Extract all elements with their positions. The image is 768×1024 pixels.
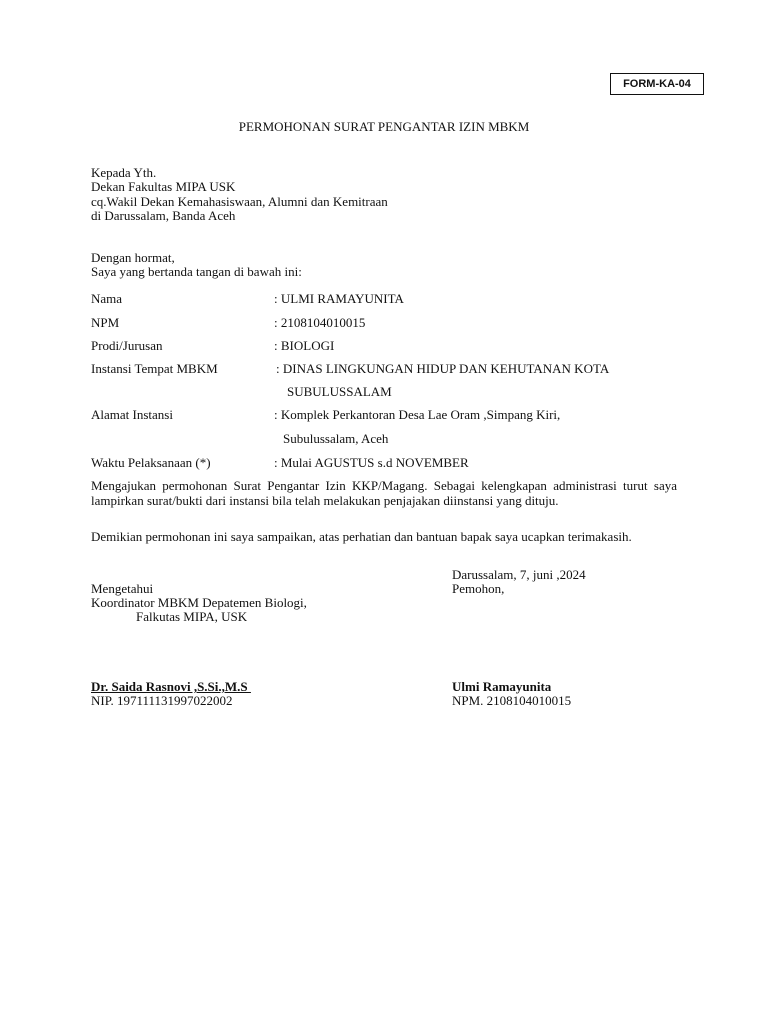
- document-title: PERMOHONAN SURAT PENGANTAR IZIN MBKM: [238, 119, 530, 134]
- waktu-value: : Mulai AGUSTUS s.d NOVEMBER: [274, 455, 469, 470]
- waktu-label: Waktu Pelaksanaan (*): [91, 455, 211, 470]
- body-paragraph-2: Demikian permohonan ini saya sampaikan, atas perhatian dan bantuan bapak saya ucapkan terimakasih.: [91, 529, 632, 544]
- alamat-label: Alamat Instansi: [91, 407, 173, 422]
- alamat-value-line-2: Subulussalam, Aceh: [283, 431, 389, 446]
- applicant-role: Pemohon,: [452, 581, 505, 596]
- recipient-line-1: Kepada Yth.: [91, 165, 157, 180]
- npm-value: : 2108104010015: [274, 315, 366, 330]
- coordinator-nip: NIP. 197111131997022002: [91, 693, 233, 708]
- recipient-line-2: Dekan Fakultas MIPA USK: [91, 179, 236, 194]
- applicant-npm: NPM. 2108104010015: [452, 693, 572, 708]
- body-paragraph-1: Mengajukan permohonan Surat Pengantar Izin KKP/Magang. Sebagai kelengkapan administrasi turut saya lampirkan surat/bukti dari instansi bila telah melakukan penjajakan diinstansi yang dituju.: [91, 478, 677, 508]
- greeting-line-1: Dengan hormat,: [91, 250, 175, 265]
- form-code: FORM-KA-04: [623, 78, 691, 90]
- instansi-value-line-1: : DINAS LINGKUNGAN HIDUP DAN KEHUTANAN KOTA: [276, 361, 610, 376]
- nama-value: : ULMI RAMAYUNITA: [274, 291, 404, 306]
- acknowledge-line-1: Mengetahui: [91, 581, 154, 596]
- npm-label: NPM: [91, 315, 120, 330]
- form-code-box: [610, 73, 704, 95]
- place-date: Darussalam, 7, juni ,2024: [452, 567, 586, 582]
- greeting-line-2: Saya yang bertanda tangan di bawah ini:: [91, 264, 302, 279]
- instansi-label: Instansi Tempat MBKM: [91, 361, 218, 376]
- acknowledge-line-2: Koordinator MBKM Depatemen Biologi,: [91, 595, 307, 610]
- alamat-value-line-1: : Komplek Perkantoran Desa Lae Oram ,Simpang Kiri,: [274, 407, 561, 422]
- acknowledge-line-3: Falkutas MIPA, USK: [136, 609, 248, 624]
- recipient-line-3: cq.Wakil Dekan Kemahasiswaan, Alumni dan Kemitraan: [91, 194, 388, 209]
- applicant-name: Ulmi Ramayunita: [452, 679, 552, 694]
- nama-label: Nama: [91, 291, 123, 306]
- prodi-value: : BIOLOGI: [274, 338, 335, 353]
- coordinator-name: Dr. Saida Rasnovi ,S.Si.,M.S: [91, 679, 251, 694]
- recipient-line-4: di Darussalam, Banda Aceh: [91, 208, 236, 223]
- instansi-value-line-2: SUBULUSSALAM: [287, 384, 392, 399]
- prodi-label: Prodi/Jurusan: [91, 338, 163, 353]
